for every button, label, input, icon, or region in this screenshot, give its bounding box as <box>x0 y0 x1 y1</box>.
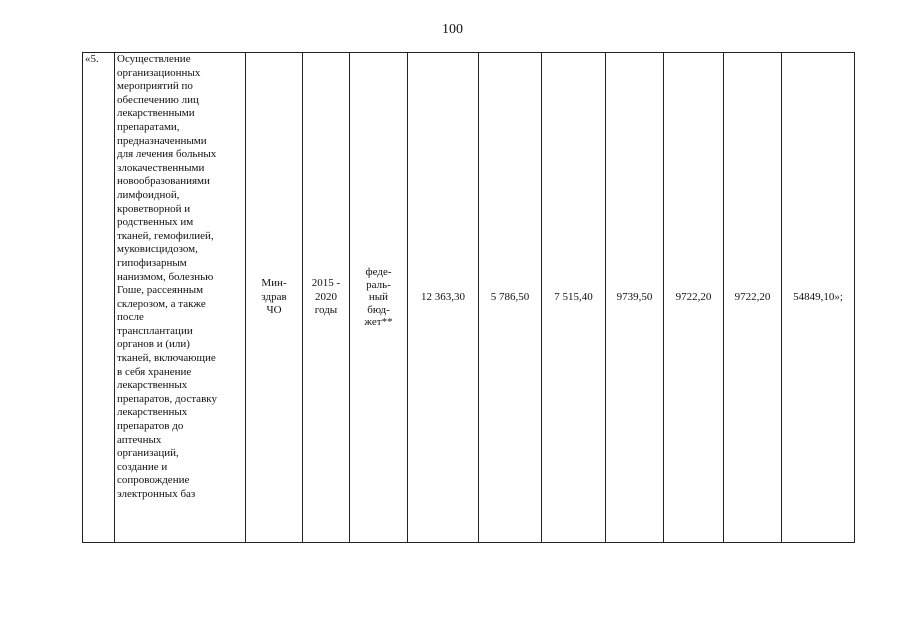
description-line: новообразованиями <box>117 175 210 188</box>
description-line: в себя хранение <box>117 365 192 378</box>
description-line: нанизмом, болезнью <box>117 270 214 283</box>
period-line: годы <box>314 304 338 317</box>
total-value-cell: 54849,10»; <box>782 53 855 543</box>
value-cell: 5 786,50 <box>479 53 542 543</box>
description-line: лекарственных <box>117 406 188 419</box>
program-table <box>82 52 855 543</box>
description-line: организаций, <box>117 447 179 460</box>
description-line: органов и (или) <box>117 338 190 351</box>
description-line: лимфоидной, <box>117 188 180 201</box>
description-line: Гоше, рассеянным <box>117 284 204 297</box>
funding-source-line: жет** <box>364 316 393 329</box>
description-line: сопровождение <box>117 474 190 487</box>
executor-cell <box>246 53 303 543</box>
value-cell: 12 363,30 <box>408 53 479 543</box>
description-line: для лечения больных <box>117 148 217 161</box>
table-row <box>83 53 855 543</box>
value-cell: 9722,20 <box>664 53 724 543</box>
description-line: создание и <box>117 460 168 473</box>
description-line: препаратов до <box>117 420 184 433</box>
period-cell <box>303 53 350 543</box>
description-line: тканей, включающие <box>117 352 216 365</box>
description-line: препаратов, доставку <box>117 392 217 405</box>
executor-line: Мин- <box>261 277 287 290</box>
executor-line: ЧО <box>266 304 282 317</box>
description-line: организационных <box>117 66 201 79</box>
description-line: электронных баз <box>117 488 196 500</box>
value-cell: 7 515,40 <box>542 53 606 543</box>
period-line: 2020 <box>315 290 337 303</box>
value-cell: 9739,50 <box>606 53 664 543</box>
description-line: аптечных <box>117 433 162 446</box>
description-line: препаратами, <box>117 120 180 133</box>
description-line: кроветворной и <box>117 202 191 215</box>
funding-source-line: ный <box>368 291 389 304</box>
funding-source-cell <box>350 53 408 543</box>
description-line: предназначенными <box>117 134 207 147</box>
description-line: муковисцидозом, <box>117 243 198 256</box>
funding-source-line: феде- <box>365 266 392 279</box>
description-line: мероприятий по <box>117 80 193 93</box>
description-line: лекарственных <box>117 379 188 392</box>
description-line: злокачественными <box>117 161 205 174</box>
page-number: 100 <box>442 22 463 37</box>
funding-source-line: раль- <box>366 278 391 291</box>
funding-source-line: бюд- <box>367 303 390 316</box>
description-line: гипофизарным <box>117 256 187 269</box>
description-line: обеспечению лиц <box>117 93 199 106</box>
description-line: склерозом, а также <box>117 297 206 310</box>
row-number-cell: «5. <box>83 53 115 543</box>
description-line: трансплантации <box>117 324 193 337</box>
description-line: тканей, гемофилией, <box>117 229 214 242</box>
description-line: лекарственными <box>117 107 195 120</box>
description-cell <box>115 53 246 543</box>
description-line: Осуществление <box>117 53 191 65</box>
executor-line: здрав <box>261 290 287 303</box>
description-line: родственных им <box>117 216 194 229</box>
period-line: 2015 - <box>311 277 341 290</box>
value-cell: 9722,20 <box>724 53 782 543</box>
description-line: после <box>117 311 144 324</box>
